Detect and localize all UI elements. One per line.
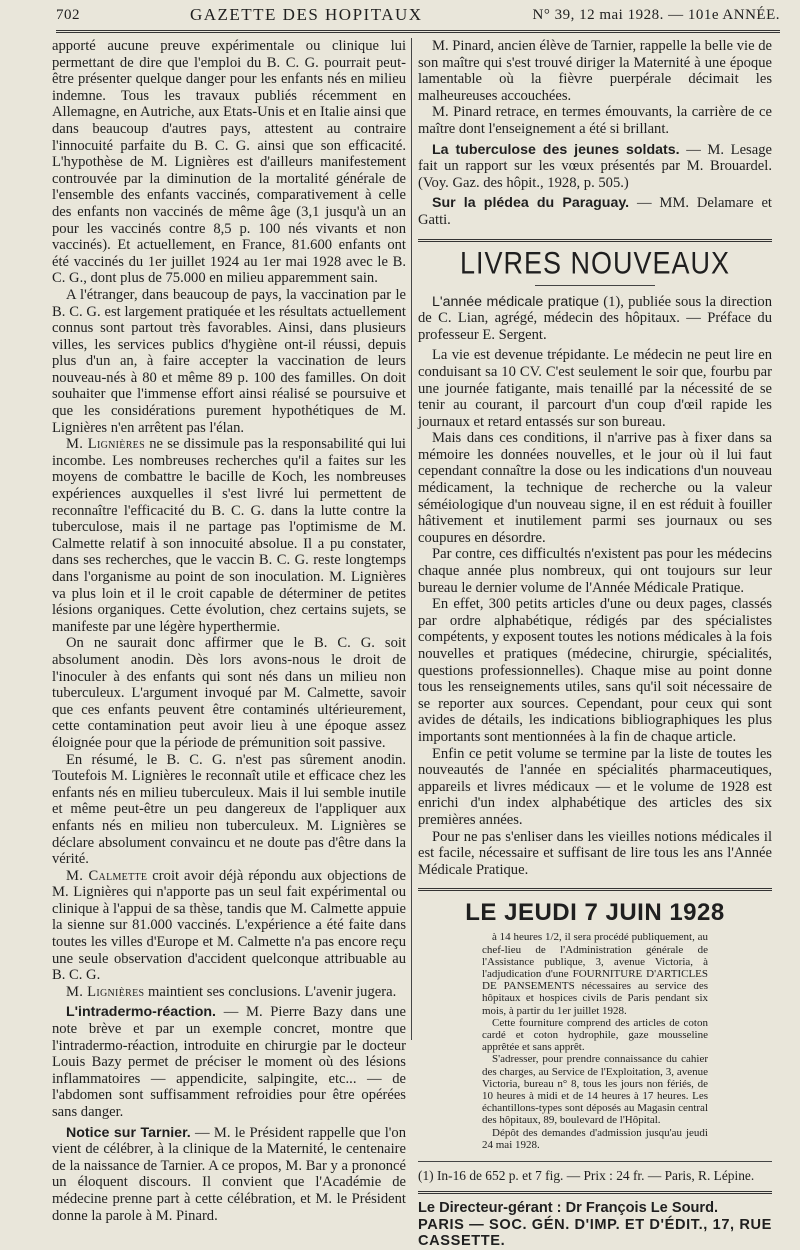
advert-paragraph: Cette fourniture comprend des articles de coton cardé et coton hydrophile, gaze mousseline apprêtée et sans apprêt. [482, 1016, 708, 1054]
speaker-name: M. Lignières [66, 436, 145, 453]
heading-underline [535, 285, 655, 286]
advert-title: LE JEUDI 7 JUIN 1928 [465, 899, 725, 927]
issue-info: N° 39, 12 mai 1928. — 101e ANNÉE. [532, 6, 780, 23]
paragraph [52, 436, 406, 635]
paragraph: Enfin ce petit volume se termine par la liste de toutes les nouveautés de l'année en spécialités pharmaceutiques, appareils et livres médicaux — et le volume de 1928 est enrichi d'un index alphabétique des articles des six premières années. [418, 745, 772, 828]
paragraph: Pour ne pas s'enliser dans les vieilles notions médicales il est facile, nécessaire et suffisant de lire tous les ans l'Année Médicale Pratique. [418, 828, 772, 878]
paragraph-text: — MM. Delamare et Gatti. [418, 195, 772, 228]
column-divider [411, 38, 412, 1040]
director-line: Le Directeur-gérant : Dr François Le Sourd. [418, 1199, 719, 1216]
left-column [52, 38, 406, 1224]
right-column [418, 38, 772, 1250]
section-rule [418, 239, 772, 242]
paragraph-text: — M. le Président rappelle que l'on vient de célébrer, à la clinique de la Maternité, le centenaire de la naissance de Tarnier. A ce propos, M. Bar y a prononcé un éloquent discours. Il convient que l'Académie de médecine prenne part à cette célébration, et M. le Président donne la parole à M. Pinard. [52, 1124, 406, 1224]
section-heading: La tuberculose des jeunes soldats. [432, 141, 680, 158]
paragraph: Par contre, ces difficultés n'existent pas pour les médecins chaque année plus nombreux, qui ont toujours sur leur bureau le dernier volume de l'Année Médicale Pratique. [418, 546, 772, 596]
header-rule [56, 30, 780, 33]
paragraph-text: — M. Lesage fait un rapport sur les vœux présentés par M. Brouardel. (Voy. Gaz. des hôpit., 1928, p. 505.) [418, 141, 772, 191]
paragraph: A l'étranger, dans beaucoup de pays, la vaccination par le B. C. G. est largement pratiquée et les résultats actuellement connus sont partout très favorables. Ainsi, dans plusieurs villes, les services publics d'hygiène ont-il réussi, depuis plus d'un an, à faire accepter la vaccination de leurs nouveau-nés à 80 et même 89 p. 100 des familles. On doit souhaiter que l'immense effort ainsi réalisé se poursuive et que les considérations purement hypothétiques de M. Lignières n'en arrêtent pas l'élan. [52, 286, 406, 436]
paragraph-text: — M. Pierre Bazy dans une note brève et par un exemple concret, montre que l'intradermo-réaction, introduite en chirurgie par le docteur Louis Bazy permet de préciser le moment où des lésions inflammatoires — appendicite, salpingite, etc... — de l'abdomen sont suffisamment refroidies pour être opérées sans danger. [52, 1004, 406, 1120]
section-paragraph [418, 195, 772, 228]
book-title: L'année médicale pratique [432, 293, 600, 310]
advert-paragraph: à 14 heures 1/2, il sera procédé publiquement, au chef-lieu de l'Administration générale de l'Assistance publique, 3, avenue Victoria, à l'adjudication d'une FOURNITURE D'ARTICLES DE PANSEMENTS nécessaires au service des hôpitaux et hospices civils de Paris pendant six mois, à partir du 1er juillet 1928. [482, 931, 708, 1017]
paragraph: La vie est devenue trépidante. Le médecin ne peut lire en conduisant sa 10 CV. C'est seulement le soir que, fourbu par une journée fatigante, mais tenaillé par la nécessité de se tenir au courant, il parcourt d'un coup d'œil rapide les journaux et retard entassés sur son bureau. [418, 347, 772, 430]
paragraph: M. Pinard, ancien élève de Tarnier, rappelle la belle vie de son maître qui s'est trouvé diriger la Maternité à une époque lamentable où la fièvre puerpérale décimait les malheureuses accouchées. [418, 38, 772, 104]
paragraph: Mais dans ces conditions, il n'arrive pas à fixer dans sa mémoire les données nouvelles, et le jour où il lui faut cependant connaître la dose ou les indications d'un nouveau médicament, la technique de recherche ou la valeur séméiologique d'un nouveau signe, il en est réduit à fouiller hâtivement et inutilement parmi ses journaux ou ses coupures en désordre. [418, 430, 772, 546]
section-heading: Notice sur Tarnier. [66, 1124, 191, 1141]
page-header [56, 4, 780, 26]
paragraph: En effet, 300 petits articles d'une ou deux pages, classés par ordre alphabétique, rédigés par des spécialistes compétents, y exposent toutes les notions médicales à la fois nouvelles et pratiques (médecine, chirurgie, spécialités, questions professionnelles). Chaque mise au point donne tous les renseignements utiles, sans qu'il soit nécessaire de se reporter aux sources. Cependant, pour ceux qui sont avides de détails, les indications bibliographiques les plus importants sont mentionnées à la fin de chaque article. [418, 596, 772, 745]
advert-body [482, 931, 708, 1151]
page-number: 702 [56, 6, 80, 23]
section-paragraph [418, 142, 772, 192]
section-heading: L'intradermo-réaction. [66, 1004, 217, 1021]
speaker-name: M. Lignières [66, 983, 145, 1000]
section-paragraph [52, 1125, 406, 1225]
paragraph [52, 984, 406, 1001]
advert-rule [418, 888, 772, 891]
footnote: (1) In-16 de 652 p. et 7 fig. — Prix : 24 fr. — Paris, R. Lépine. [418, 1167, 755, 1183]
livres-nouveaux-heading: LIVRES NOUVEAUX [459, 245, 731, 280]
advert-paragraph: Dépôt des demandes d'admission jusqu'au jeudi 24 mai 1928. [482, 1126, 708, 1151]
paragraph [52, 868, 406, 984]
journal-title: GAZETTE DES HOPITAUX [189, 5, 423, 24]
paragraph: On ne saurait donc affirmer que le B. C. G. soit absolument anodin. Dès lors avons-nous le droit de l'inoculer à des enfants qui sont nés dans un milieu non tuberculeux. L'argument invoqué par M. Calmette, savoir que ces enfants peuvent être contaminés ultérieurement, cette contamination peut avoir lieu à une époque assez éloignée pour que la période de prémunition soit passive. [52, 635, 406, 751]
paragraph: M. Pinard retrace, en termes émouvants, la carrière de ce maître dont l'enseignement a été si brillant. [418, 104, 772, 137]
paragraph-text: (1), publiée sous la direction de C. Lian, agrégé, médecin des hôpitaux. — Préface du professeur E. Sergent. [418, 293, 773, 343]
speaker-name: M. Calmette [66, 867, 148, 884]
footnote-rule [418, 1161, 772, 1162]
director-rule [418, 1191, 772, 1194]
advert-paragraph: S'adresser, pour prendre connaissance du cahier des charges, au Service de l'Exploitation, 3, avenue Victoria, bureau n° 8, tous les jours non fériés, de 10 heures à midi et de 14 heures à 17 heures. Les échantillons-types sont déposés au Magasin central des hôpitaux, 89, boulevard de l'Hôpital. [482, 1053, 708, 1127]
paragraph: En résumé, le B. C. G. n'est pas sûrement anodin. Toutefois M. Lignières le reconnaît utile et efficace chez les enfants nés en milieu tuberculeux. Mais il lui semble inutile et même peut-être un peu dangereux de l'appliquer aux enfants nés en milieu non tuberculeux. M. Lignières se déclare absolument convaincu et ne doute pas d'être dans la vérité. [52, 751, 406, 868]
section-paragraph [52, 1004, 406, 1120]
section-heading: Sur la plédea du Paraguay. [432, 195, 630, 212]
paragraph: apporté aucune preuve expérimentale ou clinique lui permettant de dire que l'emploi du B. C. G. pourrait peut-être présenter quelque danger pour les enfants nés en milieu indemne. Tous les travaux publiés récemment en Allemagne, en Autriche, aux Etats-Unis et en Italie ainsi que dans beaucoup d'autres pays, attestent au contraire l'innocuité parfaite du B. C. G. ainsi que son efficacité. L'hypothèse de M. Lignières est d'ailleurs manifestement controuvée par la diminution de la mortalité générale de l'ensemble des enfants vaccinés, comparativement à celle des enfants non vaccinés de même âge (3,1 jusqu'à un an pour les vaccinés contre 8,5 p. 100 nés vivants et non vaccinés). Et actuellement, en France, 81.600 enfants ont été vaccinés du 1er juillet 1924 au 1er mai 1928 avec le B. C. G., dont plus de 75.000 en milieu apparemment sain. [52, 38, 406, 287]
book-review-intro [418, 294, 772, 344]
paragraph-text: maintient ses conclusions. L'avenir jugera. [144, 983, 397, 1000]
paragraph-text: ne se dissimule pas la responsabilité qui lui incombe. Les nombreuses recherches qu'il a faites sur les moyens de combattre le bacille de Koch, les nombreuses expériences auxquelles il s'est livré lui permettent de reconnaître l'efficacité du B. C. G. dans la lutte contre la tuberculose, mais il ne partage pas l'optimisme de M. Calmette relatif à son innocuité absolue. Il a pu constater, dans ses recherches, que le vaccin B. C. G. reste longtemps dans l'organisme au point de son inoculation. M. Lignières va plus loin et il le croit capable de déterminer de petites lésions organiques. Cette évolution, chez certains sujets, se manifeste par une légère hyperthermie. [52, 436, 406, 635]
paragraph-text: croit avoir déjà répondu aux objections de M. Lignières qui n'apporte pas un seul fait expérimental ou clinique à l'appui de sa thèse, tandis que M. Calmette appuie la sienne sur 81.000 vaccinés. L'expérience a été faite dans toutes les villes d'Europe et M. Calmette n'a pas encore reçu une seule observation d'accident quelconque attribuable au B. C. G. [52, 867, 406, 984]
printer-line: PARIS — SOC. GÉN. D'IMP. ET D'ÉDIT., 17, RUE CASSETTE. [418, 1216, 772, 1250]
